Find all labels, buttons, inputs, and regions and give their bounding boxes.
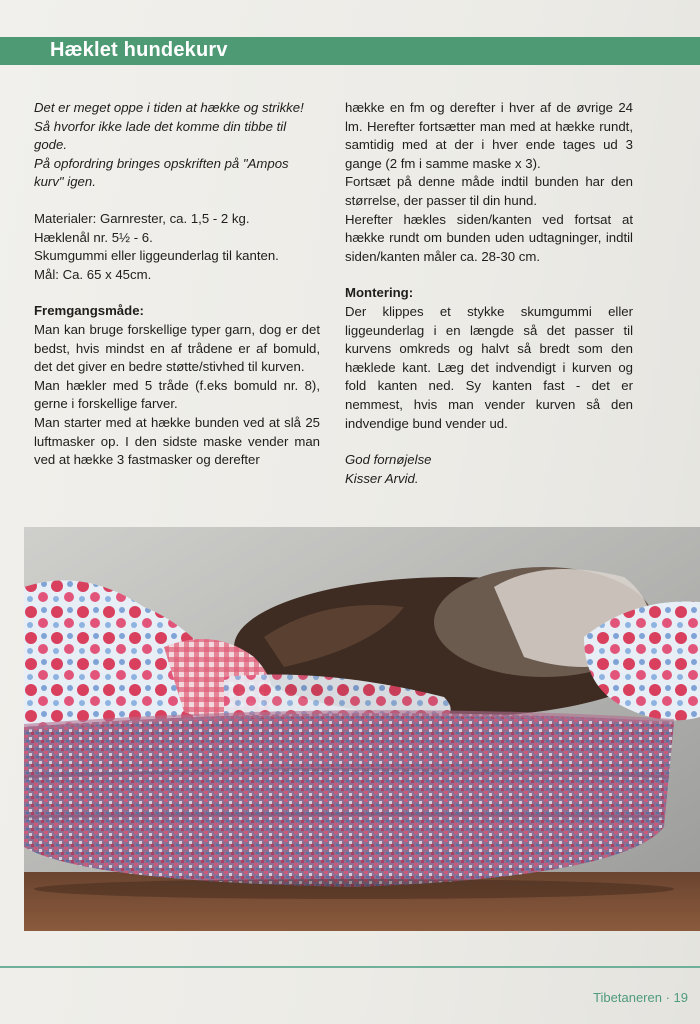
footer-rule (0, 966, 700, 968)
basket-shadow (34, 879, 674, 899)
method-paragraph-2: Man hækler med 5 tråde (f.eks bomuld nr. 8), gerne i forskellige farver. (34, 377, 320, 412)
intro-line-2: Så hvorfor ikke lade det komme din tibbe til gode. (34, 118, 287, 153)
assembly-paragraph: Der klippes et stykke skumgummi eller liggeunderlag i en længde så det passer til kurvens omkreds og halvt så bredt som den hæklede kant. Læg det indvendigt i kurven og fold kanten ned. Sy kanten fast - det er nemmest, hvis man vender kurven så den indvendige bund vender ud. (345, 303, 633, 431)
method-paragraph-1: Man kan bruge forskellige typer garn, dog er det bedst, hvis mindst en af trådene er af bomuld, det det giver en bedre støtte/stivhed til kurven. (34, 321, 320, 375)
method-cont-1: hække en fm og derefter i hver af de øvrige 24 lm. Herefter fortsætter man med at hække rundt, samtidig med at der i hver ende tages ud 3 gange (2 fm i samme maske x 3). (345, 100, 633, 171)
photo-illustration (24, 527, 700, 931)
materials-line-2: Hæklenål nr. 5½ - 6. (34, 229, 153, 245)
method-paragraph-3: Man starter med at hække bunden ved at slå 25 luftmasker op. I den sidste maske vender man ved at hække 3 fastmasker og derefter (34, 414, 320, 468)
method-cont-3: Herefter hækles siden/kanten ved fortsat at hække rundt om bunden uden udtagninger, indtil siden/kanten måler ca. 28-30 cm. (345, 211, 633, 264)
right-column (345, 99, 633, 488)
assembly-heading: Montering: (345, 285, 414, 301)
crocheted-basket (24, 713, 674, 887)
dog-basket-photo (24, 527, 700, 931)
materials-line-4: Mål: Ca. 65 x 45cm. (34, 266, 152, 282)
intro-line-1: Det er meget oppe i tiden at hække og strikke! (34, 100, 304, 115)
materials-line-1: Materialer: Garnrester, ca. 1,5 - 2 kg. (34, 210, 250, 226)
signoff-line-2: Kisser Arvid. (345, 470, 419, 486)
page-title: Hæklet hundekurv (50, 39, 228, 61)
page-footer: Tibetaneren · 19 (593, 990, 688, 1005)
method-heading: Fremgangsmåde: (34, 303, 144, 319)
method-cont-2: Fortsæt på denne måde indtil bunden har den størrelse, der passer til din hund. (345, 174, 633, 208)
left-column (34, 99, 320, 470)
signoff-line-1: God fornøjelse (345, 452, 432, 468)
materials-line-3: Skumgummi eller liggeunderlag til kanten. (34, 248, 279, 264)
intro-line-3: På opfordring bringes opskriften på "Ampos kurv" igen. (34, 155, 289, 190)
